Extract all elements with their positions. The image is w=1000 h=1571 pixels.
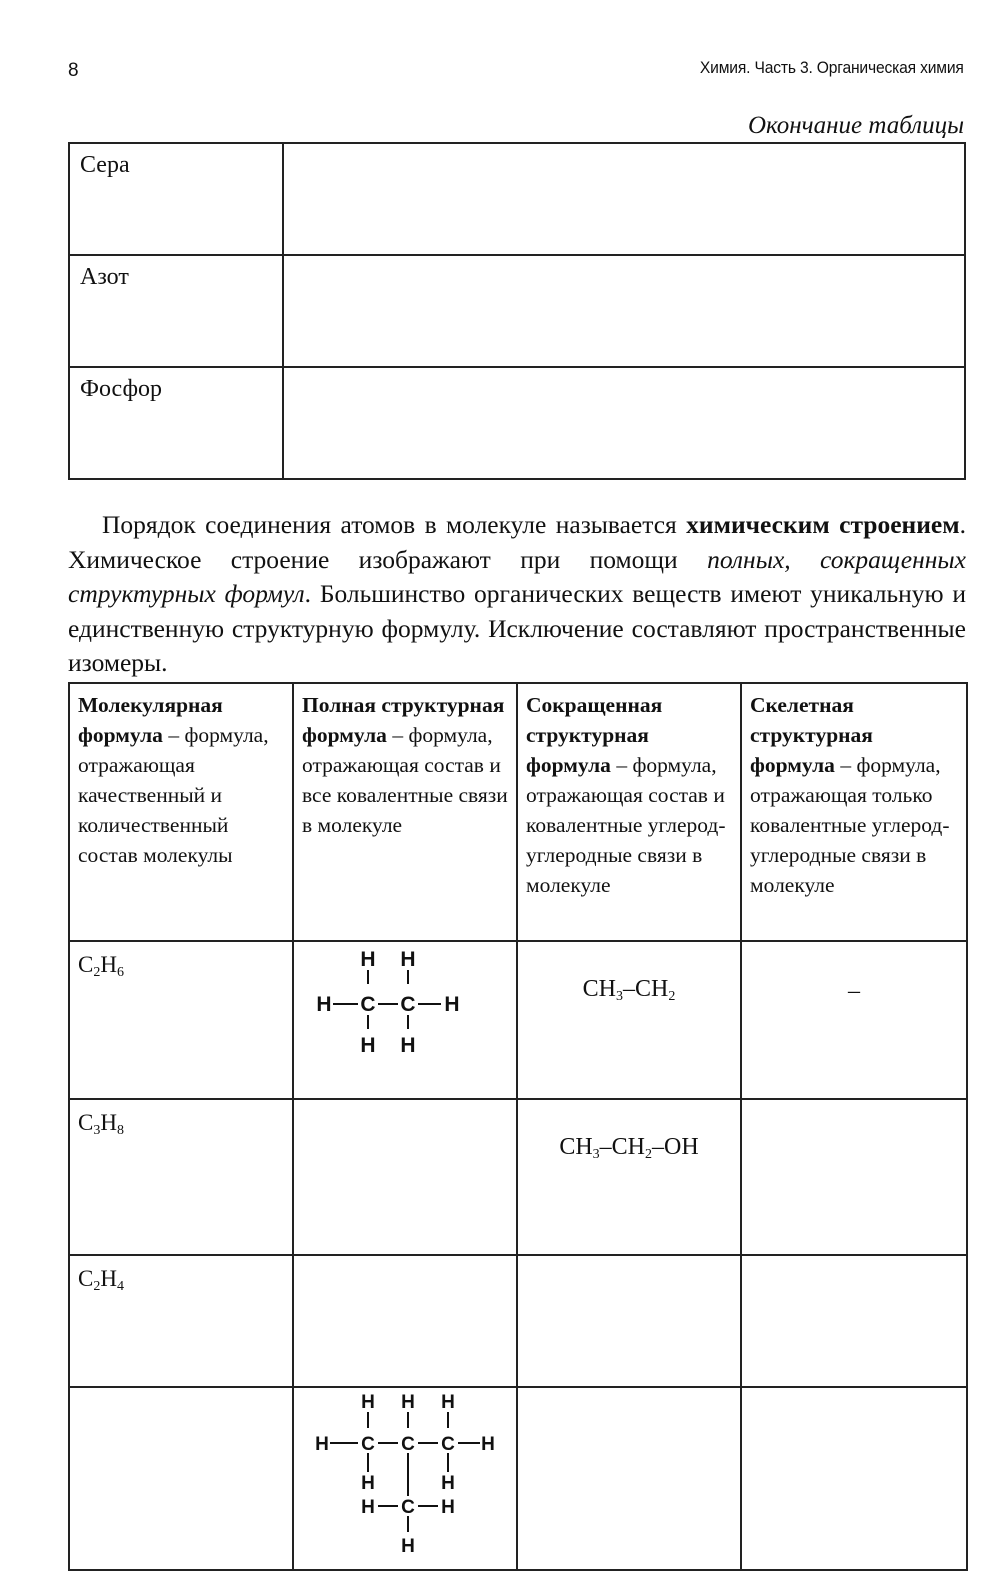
row-label: Фосфор [69,367,283,479]
atom-label: H [401,1392,415,1413]
header-definition: – формула, отражающая только ковалентные углерод-углеродные связи в молекуле [750,753,950,897]
paragraph-text: . Большинство органических веществ имеют уникальную и единственную структурную формулу. Исключение составляют пространственные изомеры. [68,579,966,677]
atom-label: H [361,1473,375,1494]
header-term: Сокращенная структурная формула [526,693,663,777]
table-row [69,1387,967,1570]
full-structure-cell [293,1099,517,1255]
atom-label: H [315,1434,329,1455]
formula-part: CH [559,1134,593,1160]
atom-label: H [361,1392,375,1413]
condensed-formula [517,1099,741,1255]
atom: H [100,1110,117,1135]
header-definition: – формула, отражающая состав и все ковалентные связи в молекуле [302,723,508,837]
condensed-formula [517,1387,741,1570]
elements-table [68,142,966,480]
skeletal-formula: – [741,941,967,1099]
header-molecular [69,683,293,941]
table-row [69,143,965,255]
header-term: Скелетная структурная формула [750,693,873,777]
header-skeletal [741,683,967,941]
atom-label: H [401,1536,415,1557]
skeletal-formula [741,1387,967,1570]
paragraph-text: . Химическое строение изображают при помощи [68,510,966,574]
body-paragraph [68,508,966,681]
header-condensed [517,683,741,941]
page-number: 8 [68,60,79,81]
formula-part: –OH [652,1134,699,1160]
formula-part: CH [582,976,616,1002]
running-title: Химия. Часть 3. Органическая химия [700,58,964,77]
row-label: Азот [69,255,283,367]
paragraph-text: Порядок соединения атомов в молекуле называется [102,510,687,539]
atom-label: H [441,1392,455,1413]
header-full-structural [293,683,517,941]
table-row [69,1099,967,1255]
header-definition: – формула, отражающая качественный и количественный состав молекулы [78,723,269,867]
atom-label: H [441,1497,455,1518]
header-definition: – формула, отражающая состав и ковалентные углерод-углеродные связи в молекуле [526,753,726,897]
skeletal-formula [741,1099,967,1255]
atom-label: H [360,948,376,971]
atom-label: C [401,1497,415,1518]
atom: H [100,1266,117,1291]
row-label: Сера [69,143,283,255]
formula-table [68,682,968,1571]
atom: H [100,952,117,977]
subscript: 2 [645,1147,652,1162]
formula-part: –CH [623,976,669,1002]
subscript: 2 [93,965,101,980]
subscript: 4 [116,1279,124,1294]
atom-label: H [400,948,416,971]
full-structure-ethane [293,941,517,1099]
skeletal-formula [741,1255,967,1387]
atom: C [78,1110,94,1135]
full-structure-cell [293,1255,517,1387]
atom-label: C [360,993,376,1016]
atom-label: H [361,1497,375,1518]
subscript: 3 [592,1147,600,1162]
table-row [69,255,965,367]
molecular-formula [69,941,293,1099]
subscript: 2 [93,1279,101,1294]
molecular-formula [69,1255,293,1387]
paragraph-bold-term: химическим строением [686,510,960,539]
header-term: Молекулярная формула [78,693,223,747]
atom-label: H [441,1473,455,1494]
table-row [69,367,965,479]
molecular-formula [69,1387,293,1570]
atom-label: C [400,993,416,1016]
condensed-formula [517,1255,741,1387]
subscript: 3 [616,989,623,1004]
atom-label: C [441,1434,455,1455]
atom-label: H [360,1034,376,1057]
formula-part: –CH [599,1134,645,1160]
header-term: Полная структурная формула [302,693,505,747]
subscript: 6 [116,965,124,980]
answer-cell [283,367,965,479]
atom-label: H [316,993,332,1016]
paragraph-italic-term: полных, сокращенных структурных формул [68,544,966,608]
atom-label: H [400,1034,416,1057]
header-row [69,683,967,941]
table-row [69,941,967,1099]
subscript: 8 [116,1123,124,1138]
atom-label: C [361,1434,375,1455]
atom: C [78,1266,94,1291]
answer-cell [283,143,965,255]
molecular-formula [69,1099,293,1255]
isobutane-structure-diagram [294,1388,516,1564]
atom-label: H [481,1434,495,1455]
table-row [69,1255,967,1387]
atom-label: H [444,993,460,1016]
atom: C [78,952,94,977]
condensed-formula [517,941,741,1099]
subscript: 3 [93,1123,101,1138]
full-structure-isobutane [293,1387,517,1570]
atom-label: C [401,1434,415,1455]
table-caption: Окончание таблицы [747,112,964,139]
ethane-structure-diagram [294,942,516,1062]
subscript: 2 [668,989,676,1004]
answer-cell [283,255,965,367]
